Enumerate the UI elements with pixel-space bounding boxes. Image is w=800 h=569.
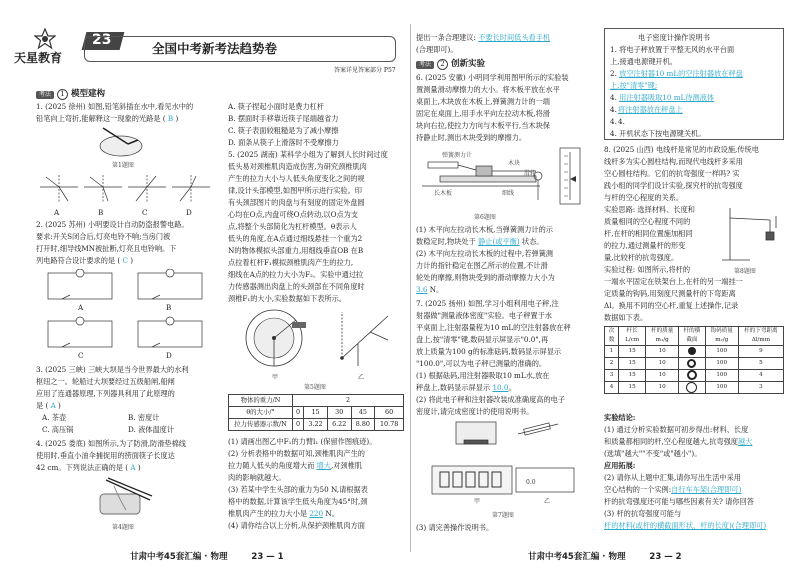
q8-line-4: 践小组的同学们设计实验,探究杆的抗弯强度 [604, 181, 743, 190]
q4-caption: 第4题图 [112, 524, 134, 531]
q8-extend-4: (3) 杆的抗弯强度可能与 [604, 509, 682, 518]
q7-line-7: (1) 根据砝码,用注射器吸取10 mL水,放在 [416, 371, 550, 380]
table-header-cell: 杆的下弯距离 Δl/mm [738, 327, 783, 346]
q8-prep-4: 的拉力,通过测量杆的形变 [604, 241, 686, 250]
table-cell: 100 [705, 382, 738, 394]
q5-line-4: 律,设计头部模型,如图甲所示进行实验。印 [228, 186, 362, 195]
q7-answer-1: 10.0 [492, 383, 509, 392]
table-cell: 4 [738, 370, 783, 382]
q3-line-1: 3. (2025 三峡) 三峡大坝是当今世界最大的水利 [36, 365, 189, 374]
brand: 天星教育 [14, 51, 63, 65]
q8-prep-1: 实验思路: 选择材料、长度和 [604, 205, 695, 214]
q8-extend-1: (2) 请你从上题中汇集,请你写出生活中采用 [604, 473, 741, 482]
q2-line-1: 2. (2025 苏州) 小明要设计自动防盗报警电路。 [36, 220, 189, 229]
q8-line-5: 与杆的空心程度的关系。 [604, 193, 684, 202]
q8-prep-10: 数据如下表。 [604, 313, 648, 322]
table-row [229, 419, 404, 431]
q5-fig-label-yi: 乙 [358, 374, 365, 381]
q8-figure [720, 204, 784, 268]
q2-option-d: D [166, 351, 172, 360]
q5-sub-2b: 拉力随人低头的角度增大而 增大,对颈椎肌 [228, 461, 362, 470]
cross-section-icon [679, 370, 706, 382]
manual-line-7b: 4. [618, 117, 625, 126]
q8-prep-5: 量,比较杆的抗弯强度。 [604, 253, 679, 262]
q6-sub-2a: (2) 木平向左拉动长木板的过程中,若弹簧测 [416, 249, 553, 258]
table-cell: 60 [375, 407, 404, 419]
q5-tail-1: 提出一条合理建议: 不要长时间低头看手机 [416, 33, 551, 42]
q6-line-2: 置测量滑动摩擦力的大小。将木板平放在水平 [416, 85, 560, 94]
table-header-cell: 2 [293, 395, 404, 407]
manual-answer-2: 上,按"清零"键; [610, 81, 658, 90]
q8-conclusion-title: 实验结论: [604, 413, 636, 422]
table-cell: 3 [738, 382, 783, 394]
table-cell: 30 [327, 407, 351, 419]
q1-option-diagrams [38, 173, 214, 211]
q4-line-1: 4. (2025 娄底) 如图所示,为了防滑,防滑垫棉线 [36, 439, 186, 448]
q8-prep-2: 质量相同的空心程度不同的 [604, 217, 691, 226]
section-title: 创新实验 [451, 59, 486, 69]
manual-line-4 [610, 80, 657, 92]
q1-figure-pencil [98, 126, 144, 162]
table-header-cell: 杆的横截面 [679, 327, 706, 346]
q6-line-5: 块向右拉,使拉力方向与木板平行,当木块保 [416, 121, 550, 130]
table-cell: 15 [619, 382, 646, 394]
q4-line-3: 42 cm。下列说法正确的是 ( A ) [36, 463, 141, 472]
q7-line-4: 盘上,按"清零"键,数码显示屏显示"0.0",再 [416, 335, 549, 344]
cross-section-icon [679, 382, 706, 394]
q3-line-4: 是 ( A ) [36, 401, 61, 410]
q6-caption: 第6题图 [474, 214, 496, 221]
manual-line-6: 4. [610, 105, 617, 114]
q2-line-4: 列电路符合设计要求的是 ( C ) [36, 256, 134, 265]
q8-line-2: 线杆多为实心圆柱结构,而现代电线杆多采用 [604, 157, 743, 166]
manual-title: 电子密度计操作说明书 [638, 33, 710, 42]
table-cell: 10.78 [375, 419, 404, 431]
q7-figure [428, 420, 578, 510]
table-header-cell: 杆的质量 m₁/g [646, 327, 679, 346]
table-row [605, 358, 784, 370]
q2-circuit-diagrams [42, 269, 212, 363]
manual-line-1: 1. 将电子秤放置于平整无风的水平台面 [610, 45, 735, 54]
q1-answer: B [167, 114, 174, 123]
q7-line-8: 秤盘上,数码显示屏显示 10.0。 [416, 383, 516, 392]
table-cell: 拉力传感器示数/N [229, 419, 293, 431]
section-title: 模型建构 [71, 89, 106, 99]
q6-sub-2c: 轮处的摩擦,则物块受到的滑动摩擦力大小为 [416, 273, 555, 282]
q3-option-c: C. 高压锅 [42, 425, 74, 434]
q8-extend-title: 应用拓展: [604, 461, 636, 470]
q4-answer: A [130, 463, 136, 472]
table-cell: 1 [605, 346, 619, 358]
q2-option-a: A [78, 303, 84, 312]
q3-option-d: D. 液体温度计 [128, 425, 175, 434]
q7-line-10: 密度计,请完成密度计的使用说明书。 [416, 407, 534, 416]
page-title: 全国中考新考法趋势卷 [152, 41, 278, 56]
manual-answer-5: 开机状态下按电源键关机。 [619, 129, 706, 138]
q6-label-string: 细线 [502, 190, 515, 197]
q4-opt-b: B. 摆面时手移靠近筷子尾端越省力 [228, 114, 339, 123]
q6-label-block: 木块 [508, 160, 521, 167]
q5-line-5: 有头颈部图片的肉盘与有刻度的固定外盘圆 [228, 198, 365, 207]
lesson-number: 23 [92, 32, 112, 48]
q5-fig-label-jia: 甲 [272, 374, 279, 381]
q8-extend-2: 空心结构的一个实例:自行车车架(合理即可) [604, 485, 742, 494]
q8-extend-3: 杆的抗弯强度还可能与哪些因素有关? 请你回答 [604, 497, 754, 506]
table-cell: 15 [619, 346, 646, 358]
q3-line-3: 应用了连通器原理,下列器具利用了此原理的 [36, 389, 175, 398]
q7-display: 0.0 [526, 479, 536, 486]
footer-series: 甘肃中考45套汇编 · 物理 [528, 552, 626, 562]
q6-answer-1: 静止(或平衡) [478, 237, 520, 246]
table-cell: 2 [605, 358, 619, 370]
q5-sub-3b: 格中的数据,计算该学生低头角度为45°时,颈 [228, 497, 368, 506]
q5-line-10: 点拉着杠杆F₁模拟颈椎肌肉产生的拉力, [228, 258, 354, 267]
q6-sub-2d: 3.6 N。 [416, 285, 444, 294]
footer-series: 甘肃中考45套汇编 · 物理 [130, 552, 228, 562]
q3-option-a: A. 茶壶 [42, 413, 67, 422]
q5-line-13: 颈椎F₁的大小,实验数据如下表所示。 [228, 294, 346, 303]
q1-caption: 第1题图 [112, 162, 134, 169]
q5-line-12: 力传感器测出肉盘上的头颈部在不同角度时 [228, 282, 365, 291]
q7-line-2: 射器做"测量液体密度"实验。电子秤置于水 [416, 311, 552, 320]
q4-opt-a: A. 筷子捏起小面时是费力杠杆 [228, 102, 325, 111]
q6-label-scale: 弹簧测力计 [442, 152, 473, 159]
table-cell: 10 [646, 346, 679, 358]
q8-prep-8: 定质量的钩码,用刻度尺测量杆的下弯距离 [604, 289, 736, 298]
table-row [229, 407, 404, 419]
q8-conclusion-3: (选填"越大""不变"或"越小")。 [604, 449, 702, 458]
q8-data-table [604, 326, 784, 394]
q6-label-board: 长木板 [434, 190, 453, 197]
q5-sub-2a: (2) 分析表格中的数据可知,颈椎肌肉产生的 [228, 449, 365, 458]
section-tag: 考法 [416, 61, 434, 69]
footer-left [130, 552, 284, 564]
q6-line-3: 桌面上,木块放在木板上,弹簧测力计的一端 [416, 97, 550, 106]
q5-sub-4: (4) 请你结合以上分析,从保护颈椎肌肉方面 [228, 521, 365, 530]
q8-prep-3: 杆,在杆的相同位置施加相同 [604, 229, 693, 238]
table-cell: 3 [605, 370, 619, 382]
q2-line-2: 要求:开关S闭合后,灯亮电铃不响;当房门被 [36, 232, 171, 241]
q8-caption: 第8题图 [734, 268, 756, 275]
answer-ref: 答案详见答案部分 P57 [334, 67, 396, 74]
section-number: 1 [57, 89, 68, 100]
manual-answer-4: 将注射器放在秤盘上 [618, 105, 683, 114]
q3-option-b: B. 密度计 [128, 413, 160, 422]
q2-option-c: C [78, 351, 84, 360]
table-cell: 6.22 [327, 419, 351, 431]
page-divider [410, 24, 411, 552]
q4-opt-c: C. 筷子表面较粗糙是为了减小摩擦 [228, 126, 339, 135]
table-cell: 100 [705, 370, 738, 382]
table-row [605, 370, 784, 382]
section2-header [416, 58, 485, 71]
q8-answer-1: 越大 [737, 437, 753, 446]
table-cell: 100 [705, 358, 738, 370]
table-cell: 4 [605, 382, 619, 394]
table-cell: 0 [293, 419, 304, 431]
table-header-cell: 杆长 L/cm [619, 327, 646, 346]
q8-prep-6: 实验过程: 如图所示,将杆的 [604, 265, 691, 274]
q6-line-1: 6. (2025 安徽) 小明同学利用图甲所示的实验装 [416, 73, 569, 82]
table-cell: 15 [619, 358, 646, 370]
table-cell: 0 [293, 407, 304, 419]
q6-sub-1a: (1) 木平向左拉动长木板,当弹簧测力计的示 [416, 225, 553, 234]
q8-line-1: 8. (2025 山西) 电线杆是常见的市政设施,传统电 [604, 145, 759, 154]
manual-line-2: 上,接通电源键开机。 [610, 57, 677, 66]
manual-line-8: 4. 开机状态下按电源键关机。 [610, 129, 706, 138]
q2-answer: C [122, 256, 128, 265]
manual-answer-3: 用注射器吸取10 mL待测液体 [619, 93, 715, 102]
q1-line-2: 铅笔向上弯折,能解释这一现象的光路是 ( B ) [36, 114, 179, 123]
q5-tail-2: (合理即可)。 [416, 45, 458, 54]
q5-answer-2: 增大 [316, 461, 331, 470]
table-cell: 8.80 [351, 419, 375, 431]
table-header-cell: 次数 [605, 327, 619, 346]
q5-line-3: 产生的拉力大小与人低头角度变化之间的规 [228, 174, 365, 183]
q7-line-9: (2) 将此电子秤和注射器改装成准确度高的电子 [416, 395, 566, 404]
table-cell: 3.22 [304, 419, 328, 431]
q6-sub-1b: 数稳定时,物块处于 静止(或平衡) 状态。 [416, 237, 544, 246]
q8-prep-9: Δl。换用不同的空心杆,重复上述操作,记录 [604, 301, 739, 310]
q5-sub-3a: (3) 若某中学生头部的重力为50 N,请根据表 [228, 485, 368, 494]
q5-line-9: N的物体模拟头部重力,用细线垂直OB 在B [228, 246, 364, 255]
q3-answer: A [50, 401, 56, 410]
q6-label-pulley: 滑轮 [524, 170, 537, 177]
q4-figure-chopsticks [94, 476, 158, 522]
q4-line-2: 使用时,垂直小油伞捕捉用的捞面筷子长度达 [36, 451, 175, 460]
table-cell: 15 [619, 370, 646, 382]
q5-line-1: 5. (2025 湖南) 某科学小组为了解到人长时间过度 [228, 150, 388, 159]
q1-option-d: D [186, 208, 192, 217]
q6-sub-2b: 力计的指针稳定在图乙所示的位置,不计滑 [416, 261, 548, 270]
manual-line-5: 4. 用注射器吸取10 mL待测液体 [610, 93, 715, 102]
section1-header [36, 88, 105, 101]
q4-opt-d: D. 面条从筷子上滑落时不受摩擦力 [228, 138, 339, 147]
q7-line-1: 7. (2025 扬州) 如图,学习小组利用电子秤,注 [416, 299, 559, 308]
q5-line-8: 低头的角度,在A点通过细线悬挂一个重为2 [228, 234, 363, 243]
q7-label-jia: 甲 [474, 498, 481, 505]
header [12, 28, 397, 78]
q5-sub-2c: 肉的影响就越大。 [228, 473, 286, 482]
manual-line-6b [618, 104, 683, 116]
cross-section-icon [679, 358, 706, 370]
q8-prep-7: 一端水平固定在铁架台上,在杆的另一端挂一 [604, 277, 743, 286]
section-tag: 考法 [36, 91, 54, 99]
q5-sub-1: (1) 请画出图乙中F₁的力臂l₁ (保留作图痕迹)。 [228, 437, 377, 446]
q1-option-a: A [54, 208, 60, 217]
table-cell: 100 [705, 346, 738, 358]
table-cell: 10 [646, 370, 679, 382]
table-cell: 10 [646, 358, 679, 370]
q6-answer-2: 3.6 [416, 285, 428, 294]
table-row [605, 382, 784, 394]
footer-page: 23 — 1 [251, 552, 284, 562]
q8-conclusion-1: (1) 通过分析实验数据可初步得出:材料、长度 [604, 425, 749, 434]
q8-answer-3: 杆的材料(或杆的横截面形状、杆的长度)(合理即可) [604, 521, 767, 530]
q7-line-6: "100.0",可以为电子秤已测量的准确的。 [416, 359, 547, 368]
q1-line-1: 1. (2025 徐州) 如图,铅笔斜插在水中,看见水中的 [36, 102, 194, 111]
section-number: 2 [437, 59, 448, 70]
q5-line-7: 点,将整个头部简化为杠杆模型。θ表示人 [228, 222, 357, 231]
q5-data-table [228, 394, 404, 431]
q8-answer-2: 自行车车架(合理即可) [671, 485, 742, 494]
footer-right [528, 552, 682, 564]
manual-answer-1: 放空注射器10 mL的空注射器放在秤盘 [619, 69, 743, 78]
table-cell: θ的大小/° [229, 407, 293, 419]
q8-extend-5 [604, 520, 766, 532]
q5-sub-3c: 椎肌肉产生的拉力大小是 220 N。 [228, 509, 339, 518]
table-cell: 15 [304, 407, 328, 419]
q8-line-3: 空心圆柱结构。它们的抗弯强度一样吗? 实 [604, 169, 740, 178]
q2-line-3: 打开时,细导线MN被扯断,灯亮且电铃响。下 [36, 244, 177, 253]
table-cell: 45 [351, 407, 375, 419]
q7-caption: 第7题图 [492, 512, 514, 519]
table-cell: 9 [738, 346, 783, 358]
table-row [605, 346, 784, 358]
q5-line-11: 细线在A点的拉力大小为F₂。实验中通过拉 [228, 270, 364, 279]
table-cell: 5 [738, 358, 783, 370]
table-header-cell: 物体的重力/N [229, 395, 293, 407]
q8-conclusion-2: 和质量都相同的杆,空心程度越大,抗弯强度越大 [604, 437, 753, 446]
q5-answer-3: 220 [309, 509, 324, 518]
q3-line-2: 枢纽之一。轮船过大坝要经过五级船闸,船闸 [36, 377, 175, 386]
cross-section-icon [679, 346, 706, 358]
q6-line-4: 固定在桌面上,用手水平向左拉动木板,将滑 [416, 109, 550, 118]
q5-answer-4: 不要长时间低头看手机 [478, 33, 551, 42]
q1-option-b: B [98, 208, 104, 217]
q7-label-yi: 乙 [544, 498, 551, 505]
q7-line-3: 平桌面上,注射器量程为10 mL的空注射器放在秤 [416, 323, 571, 332]
q5-line-2: 低头易对颈椎肌肉造成伤害,为研究颈椎肌肉 [228, 162, 367, 171]
table-cell: 10 [646, 382, 679, 394]
q1-option-c: C [142, 208, 148, 217]
q5-caption: 第5题图 [304, 384, 326, 391]
q6-line-6: 持静止时,测出木块受到的摩擦力。 [416, 133, 527, 142]
q2-option-b: B [166, 303, 172, 312]
q7-line-5: 放上质量为100 g的标准砝码,数码显示屏显示 [416, 347, 562, 356]
manual-line-3: 2. 放空注射器10 mL的空注射器放在秤盘 [610, 69, 743, 78]
manual-line-7: 4. [610, 117, 617, 126]
q7-sub-3: (3) 请完善操作说明书。 [416, 523, 494, 532]
q5-line-6: 心均在O点,内盘可绕O点转动,以O点为支 [228, 210, 359, 219]
q5-figure [232, 306, 402, 374]
footer-page: 23 — 2 [649, 552, 682, 562]
table-header-cell: 钩码质量 m₂/g [705, 327, 738, 346]
